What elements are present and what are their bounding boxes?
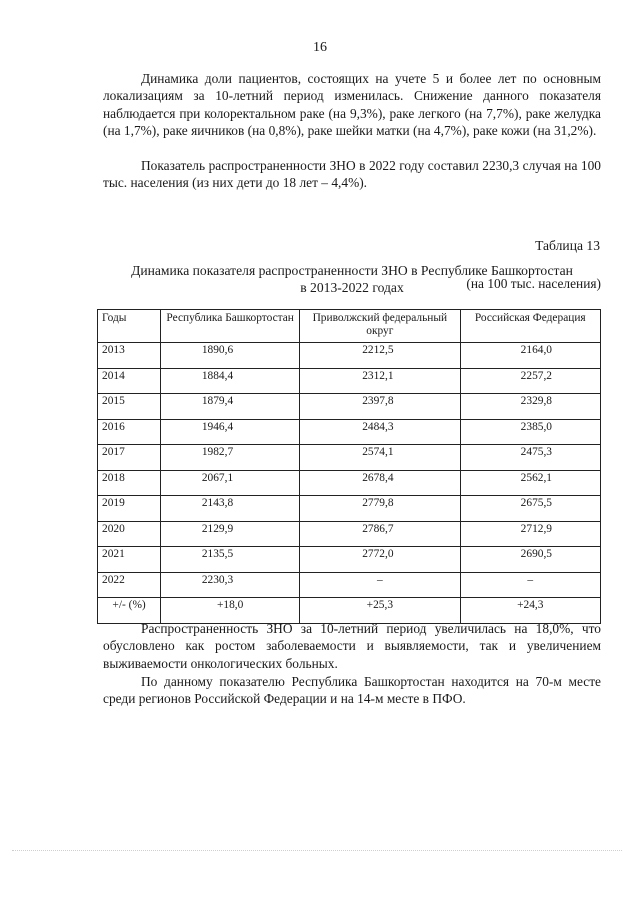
rf-cell: 2475,3 — [460, 445, 600, 471]
header-rf: Российская Федерация — [460, 310, 600, 343]
year-cell: 2018 — [98, 470, 161, 496]
bashkortostan-cell: 2129,9 — [161, 521, 300, 547]
rf-cell: 2562,1 — [460, 470, 600, 496]
table-row — [98, 521, 601, 547]
conclusion-paragraph-1: Распространенность ЗНО за 10-летний период увеличилась на 18,0%, что обусловлено как ростом заболеваемости и выявляемости, так и увеличением выживаемости онкологических больных. — [103, 621, 601, 671]
table-row — [98, 419, 601, 445]
change-label-cell: +/- (%) — [98, 598, 161, 624]
rf-cell: 2329,8 — [460, 394, 600, 420]
header-years: Годы — [98, 310, 161, 343]
year-cell: 2014 — [98, 368, 161, 394]
year-cell: 2020 — [98, 521, 161, 547]
bashkortostan-cell: 1884,4 — [161, 368, 300, 394]
pfo-cell: 2312,1 — [300, 368, 460, 394]
year-cell: 2019 — [98, 496, 161, 522]
pfo-cell: 2678,4 — [300, 470, 460, 496]
year-cell: 2016 — [98, 419, 161, 445]
pfo-cell: 2786,7 — [300, 521, 460, 547]
bashkortostan-cell: 2230,3 — [161, 572, 300, 598]
pfo-cell: 2772,0 — [300, 547, 460, 573]
table-row — [98, 445, 601, 471]
bashkortostan-cell: 1982,7 — [161, 445, 300, 471]
pfo-cell: 2212,5 — [300, 343, 460, 369]
rf-cell: 2164,0 — [460, 343, 600, 369]
header-pfo: Приволжский федеральный округ — [300, 310, 460, 343]
rf-cell: 2712,9 — [460, 521, 600, 547]
rf-cell: 2690,5 — [460, 547, 600, 573]
table-row — [98, 368, 601, 394]
table-label: Таблица 13 — [535, 238, 600, 253]
pfo-cell: – — [300, 572, 460, 598]
pfo-cell: 2574,1 — [300, 445, 460, 471]
table-row — [98, 343, 601, 369]
year-cell: 2021 — [98, 547, 161, 573]
year-cell: 2022 — [98, 572, 161, 598]
prevalence-table — [97, 309, 601, 624]
table-title-line-1: Динамика показателя распространенности ЗНО в Республике Башкортостан — [131, 263, 573, 278]
bashkortostan-cell: 1946,4 — [161, 419, 300, 445]
intro-paragraph-1: Динамика доли пациентов, состоящих на учете 5 и более лет по основным локализациям за 10-летний период изменилась. Снижение данного показателя наблюдается при колоректальном раке (на 9,3%), раке легкого (на 7,7%), раке желудка (на 1,7%), раке яичников (на 0,8%), раке шейки матки (на 4,7%), раке кожи (на 31,2%). — [103, 71, 601, 138]
bashkortostan-cell: 1890,6 — [161, 343, 300, 369]
pfo-change-cell: +25,3 — [300, 598, 460, 624]
rf-cell: 2675,5 — [460, 496, 600, 522]
pfo-cell: 2779,8 — [300, 496, 460, 522]
bashkortostan-cell: 2135,5 — [161, 547, 300, 573]
rf-cell: 2385,0 — [460, 419, 600, 445]
bashkortostan-cell: 1879,4 — [161, 394, 300, 420]
table-title-line-2: в 2013-2022 годах — [300, 280, 404, 295]
rf-cell: 2257,2 — [460, 368, 600, 394]
pfo-cell: 2397,8 — [300, 394, 460, 420]
pfo-cell: 2484,3 — [300, 419, 460, 445]
bashkortostan-cell: 2067,1 — [161, 470, 300, 496]
year-cell: 2017 — [98, 445, 161, 471]
table-unit: (на 100 тыс. населения) — [466, 276, 601, 291]
conclusion-paragraph-2: По данному показателю Республика Башкортостан находится на 70-м месте среди регионов Российской Федерации и на 14-м месте в ПФО. — [103, 674, 601, 707]
bashkortostan-cell: 2143,8 — [161, 496, 300, 522]
intro-paragraph-2: Показатель распространенности ЗНО в 2022 году составил 2230,3 случая на 100 тыс. населения (из них дети до 18 лет – 4,4%). — [103, 158, 601, 191]
rf-change-cell: +24,3 — [460, 598, 600, 624]
table-row — [98, 547, 601, 573]
table-row — [98, 496, 601, 522]
table-row — [98, 572, 601, 598]
page-number: 16 — [313, 40, 327, 55]
table-row — [98, 470, 601, 496]
year-cell: 2015 — [98, 394, 161, 420]
year-cell: 2013 — [98, 343, 161, 369]
bashkortostan-change-cell: +18,0 — [161, 598, 300, 624]
rf-cell: – — [460, 572, 600, 598]
header-bashkortostan: Республика Башкортостан — [161, 310, 300, 343]
table-row — [98, 394, 601, 420]
table-header-row — [98, 310, 601, 343]
scan-artifact-line — [12, 850, 622, 851]
